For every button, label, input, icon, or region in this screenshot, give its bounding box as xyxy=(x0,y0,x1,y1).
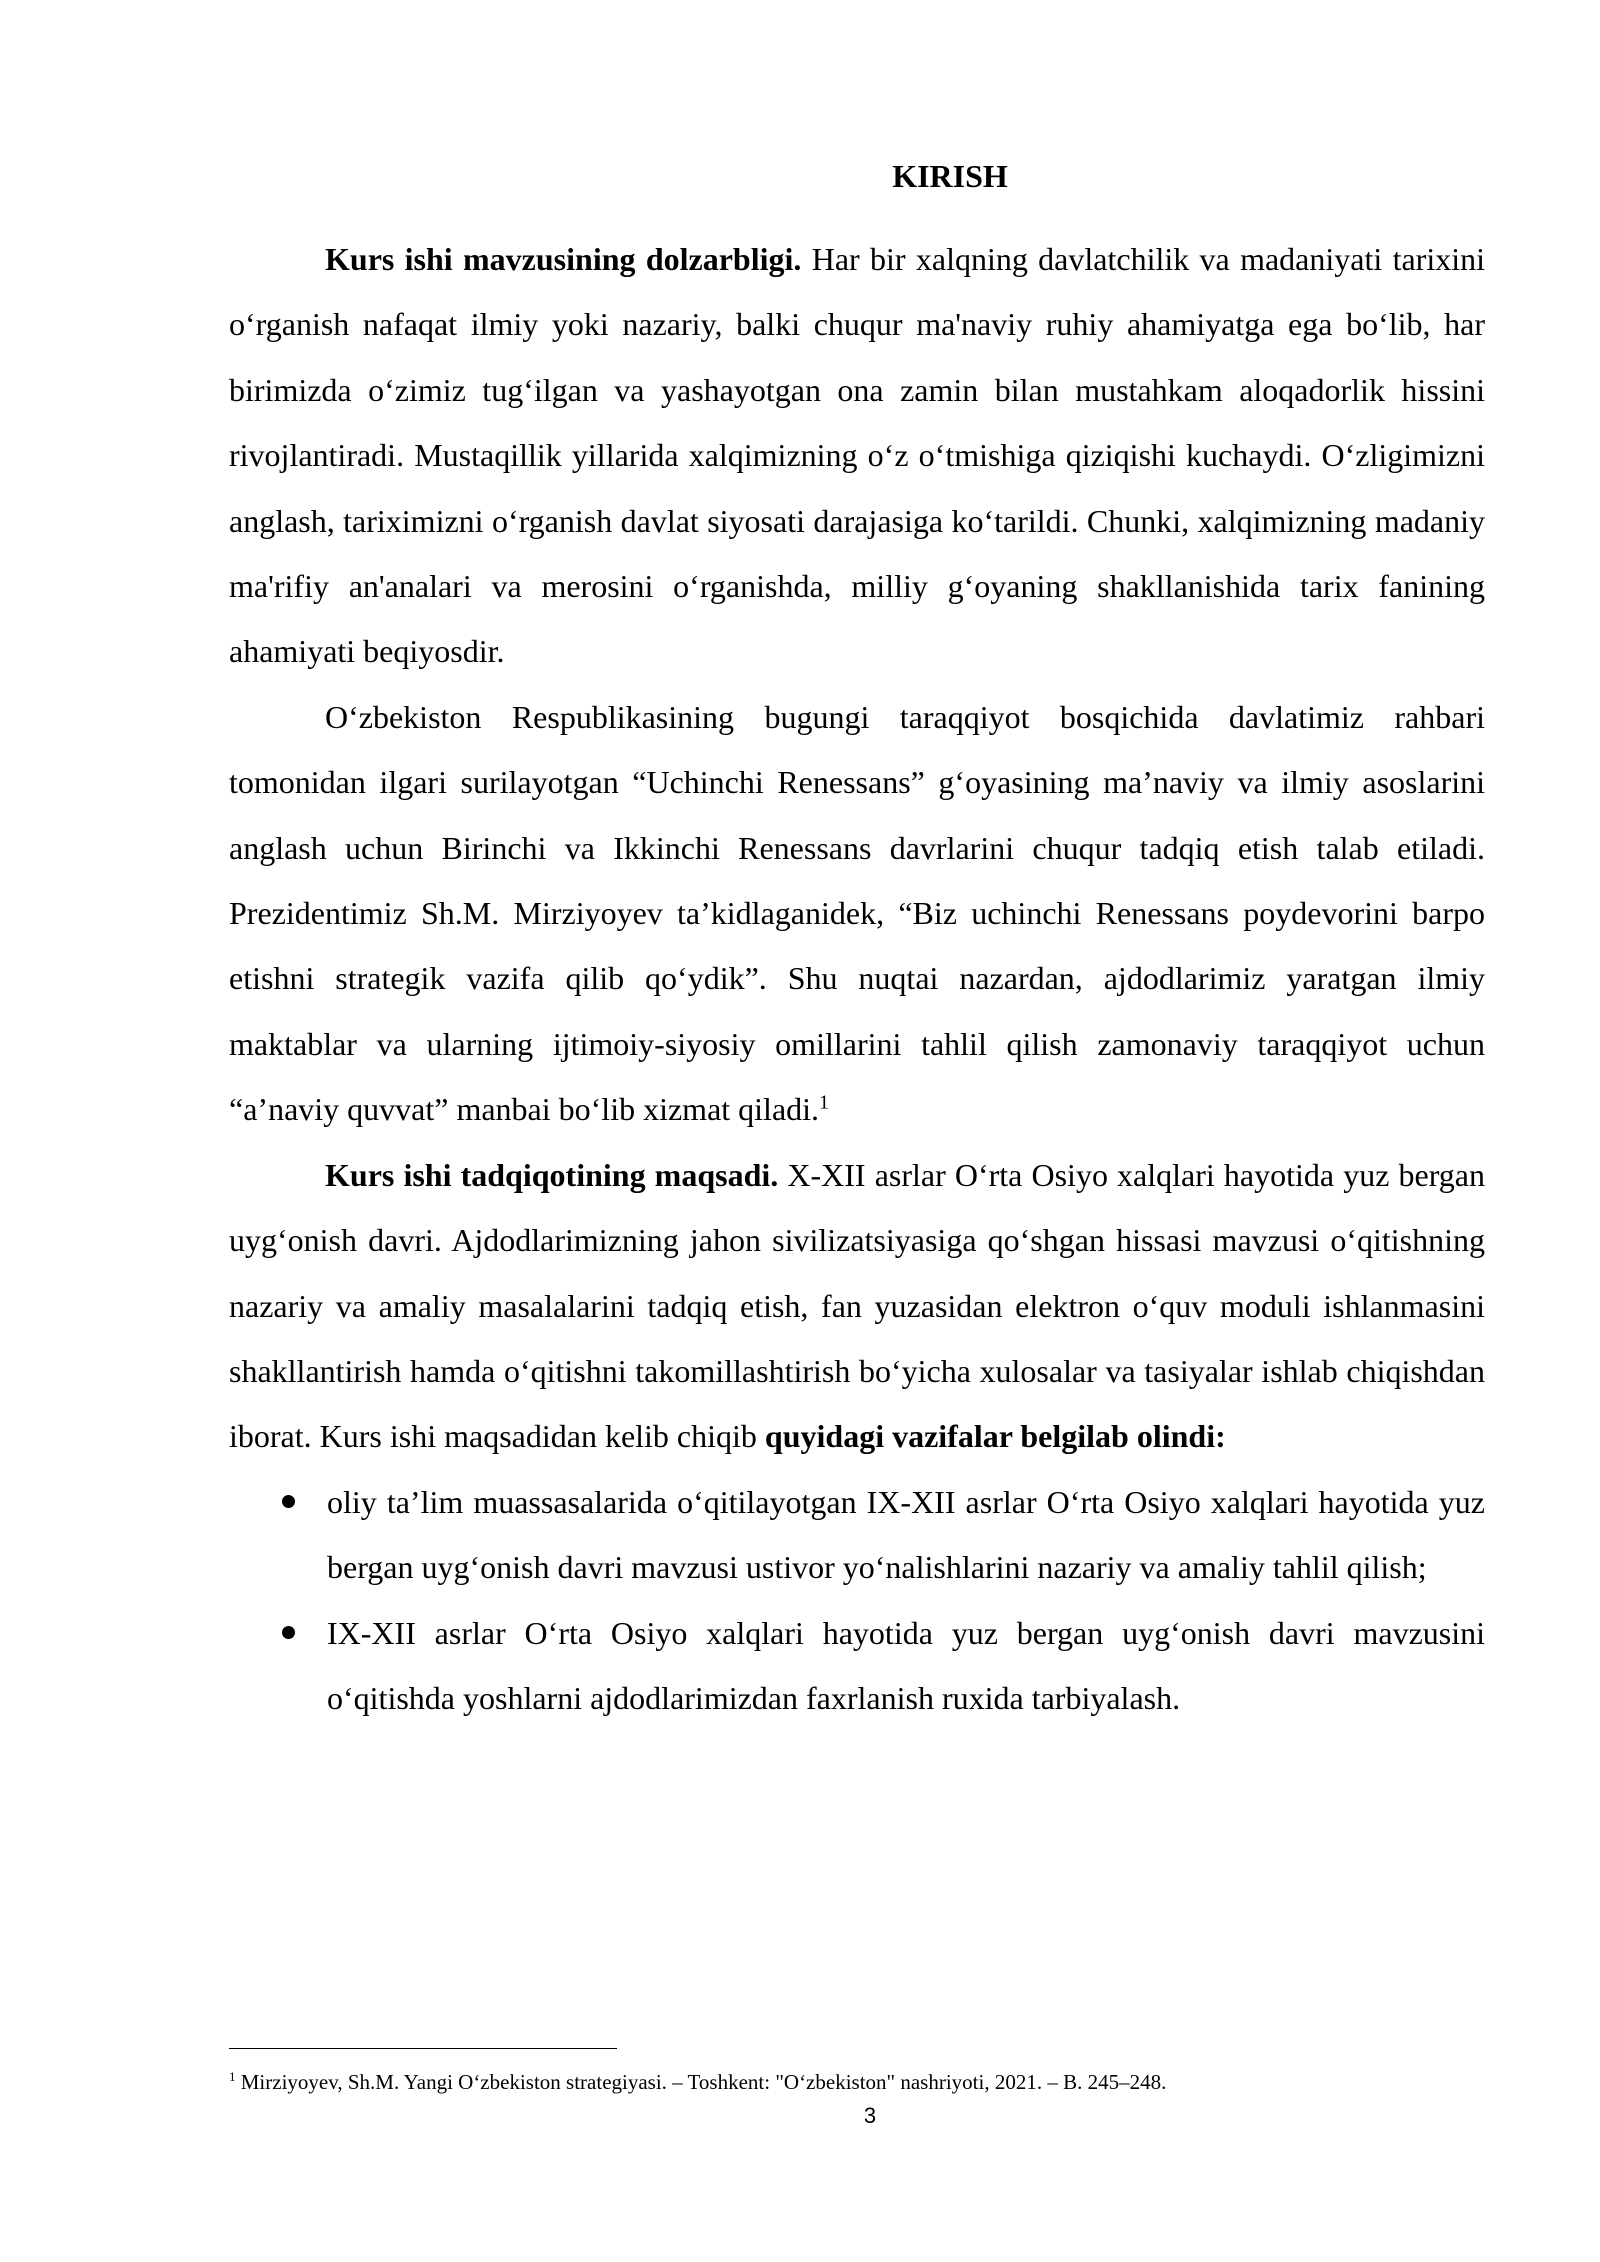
footnote-text: Mirziyoyev, Sh.M. Yangi O‘zbekiston strategiyasi. – Toshkent: "O‘zbekiston" nashriyoti, 2021. – B. 245–248. xyxy=(235,2070,1167,2094)
task-list xyxy=(229,1470,1485,1732)
bullet-icon xyxy=(282,1626,295,1639)
relevance-lead: Kurs ishi mavzusining dolzarbligi. xyxy=(325,241,802,277)
paragraph-goal xyxy=(229,1143,1485,1470)
section-heading: KIRISH xyxy=(892,158,1008,194)
goal-tasks-intro: quyidagi vazifalar belgilab olindi: xyxy=(764,1418,1226,1455)
body-text xyxy=(229,227,1485,1731)
list-item xyxy=(229,1601,1485,1732)
goal-text: X-XII asrlar O‘rta Osiyo xalqlari hayotida yuz bergan uyg‘onish davri. Ajdodlarimizning jahon sivilizatsiyasiga qo‘shgan hissasi mavzusi o‘qitishning nazariy va amaliy masalalarini tadqiq etish, fan yuzasidan elektron o‘quv moduli ishlanmasini shakllantirish hamda o‘qitishni takomillashtirish bo‘yicha xulosalar va tasiyalar ishlab chiqishdan iborat. Kurs ishi maqsadidan kelib chiqib xyxy=(229,1156,1486,1455)
relevance-text: Har bir xalqning davlatchilik va madaniyati tarixini o‘rganish nafaqat ilmiy yoki nazariy, balki chuqur ma'naviy ruhiy ahamiyatga ega bo‘lib, har birimizda o‘zimiz tug‘ilgan va yashayotgan ona zamin bilan mustahkam aloqadorlik hissini rivojlantiradi. Mustaqillik yillarida xalqimizning o‘z o‘tmishiga qiziqishi kuchaydi. O‘zligimizni anglash, tariximizni o‘rganish davlat siyosati darajasiga ko‘tarildi. Chunki, xalqimizning madaniy ma'rifiy an'analari va merosini o‘rganishda, milliy g‘oyaning shakllanishida tarix fanining ahamiyati beqiyosdir. xyxy=(229,241,1486,670)
list-item xyxy=(229,1470,1485,1601)
footnote-reference: 1 xyxy=(819,1091,830,1114)
footnote-separator xyxy=(229,2048,617,2049)
renaissance-text: O‘zbekiston Respublikasining bugungi taraqqiyot bosqichida davlatimiz rahbari tomonidan ilgari surilayotgan “Uchinchi Renessans” g‘oyasining ma’naviy va ilmiy asoslarini anglash uchun Birinchi va Ikkinchi Renessans davrlarini chuqur tadqiq etish talab etiladi. Prezidentimiz Sh.M. Mirziyoyev ta’kidlaganidek, “Biz uchinchi Renessans poydevorini barpo etishni strategik vazifa qilib qo‘ydik”. Shu nuqtai nazardan, ajdodlarimiz yaratgan ilmiy maktablar va ularning ijtimoiy-siyosiy omillarini tahlil qilish zamonaviy taraqqiyot uchun “a’naviy quvvat” manbai bo‘lib xizmat qiladi. xyxy=(229,698,1485,1128)
paragraph-renaissance xyxy=(229,685,1485,1143)
footnote xyxy=(229,2068,1489,2096)
paragraph-relevance xyxy=(229,227,1485,685)
page-number: 3 xyxy=(863,2103,877,2128)
goal-lead: Kurs ishi tadqiqotining maqsadi. xyxy=(325,1156,779,1193)
bullet-icon xyxy=(282,1495,295,1508)
task-text: IX-XII asrlar O‘rta Osiyo xalqlari hayotida yuz bergan uyg‘onish davri mavzusini o‘qitishda yoshlarni ajdodlarimizdan faxrlanish ruxida tarbiyalash. xyxy=(327,1614,1485,1716)
task-text: oliy ta’lim muassasalarida o‘qitilayotgan IX-XII asrlar O‘rta Osiyo xalqlari hayotida yuz bergan uyg‘onish davri mavzusi ustivor yo‘nalishlarini nazariy va amaliy tahlil qilish; xyxy=(327,1483,1485,1586)
footnote-number: 1 xyxy=(229,2069,236,2084)
